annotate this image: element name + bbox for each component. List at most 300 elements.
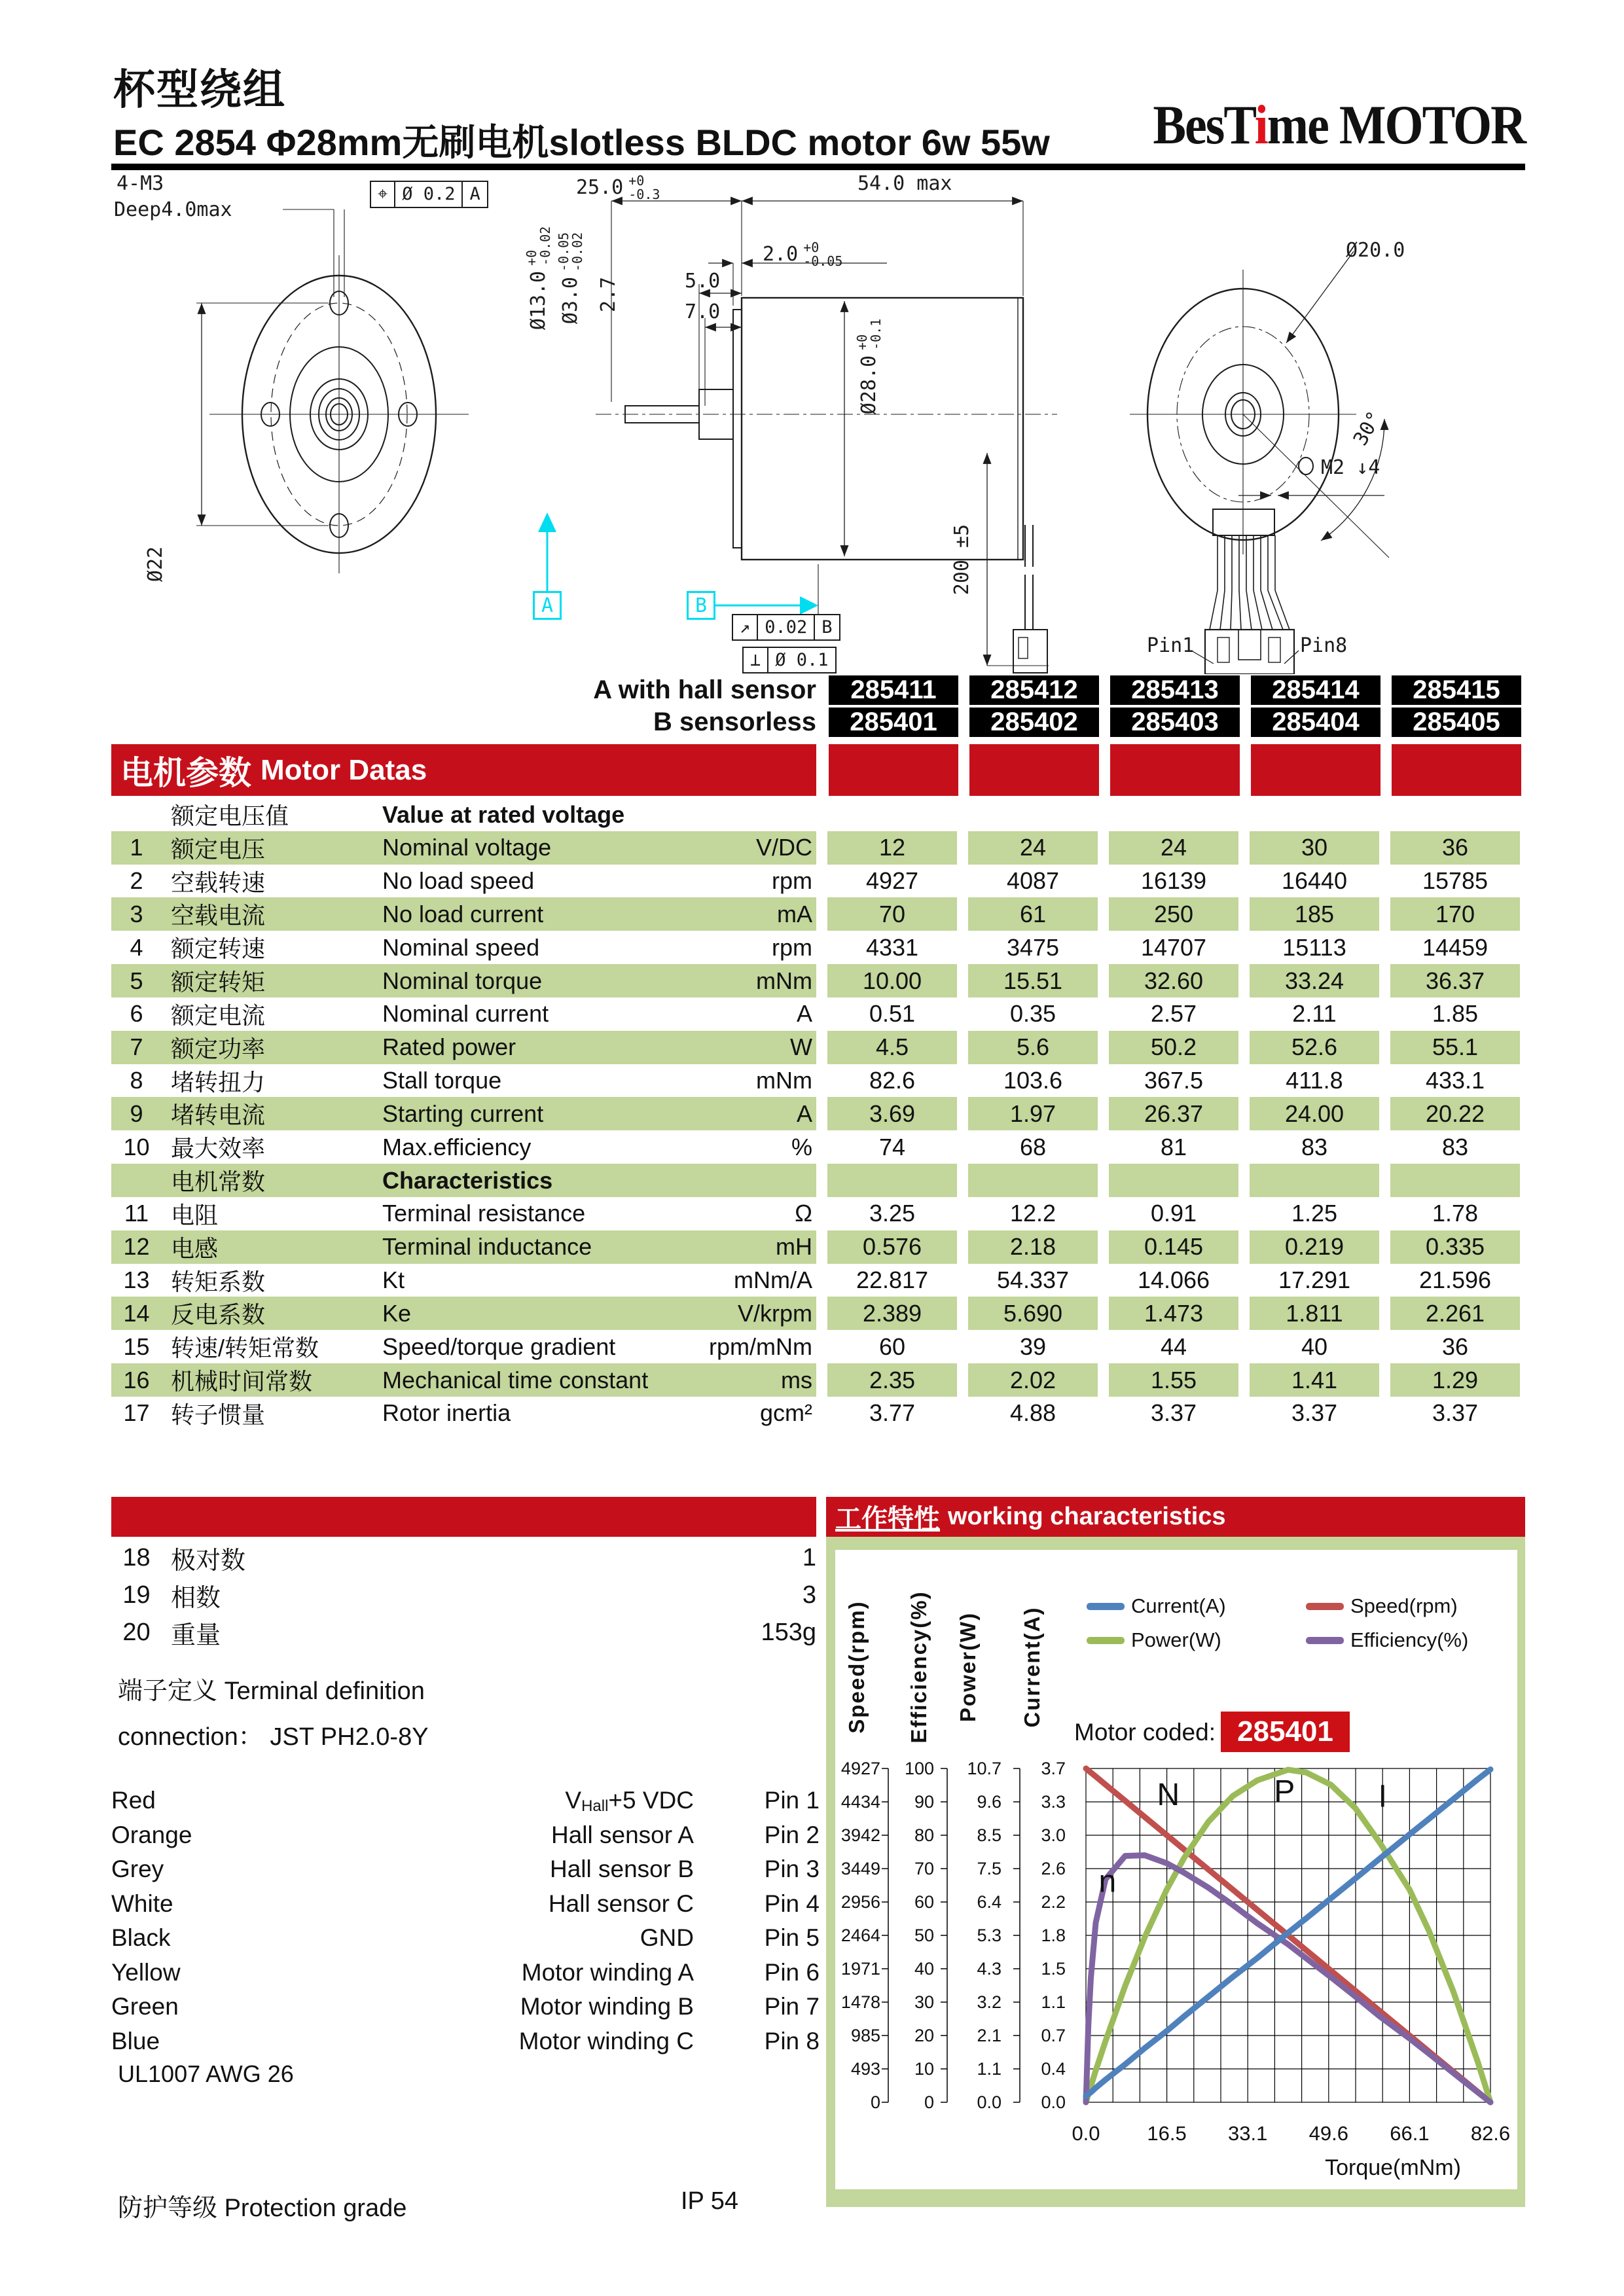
row-value: 1.25 xyxy=(1291,1200,1338,1227)
row-value xyxy=(1109,1164,1238,1197)
svg-text:2.1: 2.1 xyxy=(977,2026,1001,2045)
svg-text:66.1: 66.1 xyxy=(1390,2122,1430,2145)
legend-line-swatch xyxy=(1087,1637,1125,1644)
column-gap xyxy=(816,865,827,898)
dim-main: Ø13.0 xyxy=(527,270,550,331)
row-name-en: No load speed xyxy=(382,867,535,895)
svg-text:6.4: 6.4 xyxy=(977,1892,1001,1912)
column-gap xyxy=(1238,1230,1250,1264)
dimension-pin8: Pin8 xyxy=(1300,634,1348,657)
row-value: 3.37 xyxy=(1291,1399,1338,1427)
svg-text:3.7: 3.7 xyxy=(1041,1759,1066,1778)
svg-text:985: 985 xyxy=(850,2026,880,2045)
column-gap xyxy=(816,1297,827,1330)
column-gap xyxy=(1098,964,1109,997)
column-gap xyxy=(1379,1164,1390,1197)
row-number: 14 xyxy=(111,1297,162,1330)
column-gap xyxy=(957,897,968,931)
row-number: 13 xyxy=(123,1266,150,1294)
pin-function: Motor winding C xyxy=(518,2027,694,2054)
pin-function: Hall sensor C xyxy=(548,1890,694,1917)
row-number: 9 xyxy=(111,1097,162,1130)
row-value: 0.91 xyxy=(1150,1200,1197,1227)
pin-function: Hall sensor A xyxy=(551,1821,694,1848)
svg-text:4927: 4927 xyxy=(840,1759,880,1778)
row-name-cn: 相数 xyxy=(171,1585,221,1612)
row-name-cn: 堵转电流 xyxy=(162,1097,380,1130)
column-gap xyxy=(1098,1230,1109,1264)
column-gap xyxy=(816,897,827,931)
row-unit: mNm xyxy=(653,964,816,997)
column-gap xyxy=(816,1031,827,1064)
banner-column-cell xyxy=(829,744,958,796)
dimension-cable-length: 200 ±5 xyxy=(950,524,973,596)
row-value: 3 xyxy=(802,1581,816,1609)
column-gap xyxy=(1238,831,1250,865)
wire-spec-note: UL1007 AWG 26 xyxy=(118,2060,294,2087)
row-value: 33.24 xyxy=(1250,964,1379,997)
row-name-cn: 电机常数 xyxy=(162,1164,380,1197)
motor-datas-banner xyxy=(111,744,816,796)
column-gap xyxy=(957,1031,968,1064)
table-row xyxy=(111,1264,1520,1297)
working-banner-cn: 工作特性 xyxy=(835,1505,940,1534)
column-gap xyxy=(816,1197,827,1230)
row-value: 3.77 xyxy=(869,1399,916,1427)
perpendicularity-icon: ⊥ xyxy=(744,648,768,672)
column-gap xyxy=(1379,1363,1390,1397)
row-value: 433.1 xyxy=(1425,1067,1485,1094)
row-unit: Ω xyxy=(795,1200,812,1227)
row-unit: ms xyxy=(653,1363,816,1397)
model-number-cell: 285412 xyxy=(969,675,1099,705)
chart-axis-title-4: Current(A) xyxy=(1020,1606,1044,1728)
row-unit: A xyxy=(796,1000,812,1028)
svg-text:4.3: 4.3 xyxy=(977,1959,1001,1979)
pin-function: V Hall +5 VDC xyxy=(275,1784,694,1818)
row-value: 0.35 xyxy=(1009,1000,1056,1028)
row-value: 3475 xyxy=(1006,933,1060,961)
column-gap xyxy=(1098,1330,1109,1363)
svg-text:1.1: 1.1 xyxy=(977,2059,1001,2079)
subscript: Hall xyxy=(581,1797,609,1815)
row-unit: mNm/A xyxy=(734,1266,812,1294)
dimension-dim-7: 7.0 xyxy=(685,300,721,323)
row-name-en: Characteristics xyxy=(380,1164,653,1197)
dimension-thread-callout: 4-M3 xyxy=(117,172,164,195)
dimension-body-length: 54.0 max xyxy=(857,172,952,195)
row-value: 4.88 xyxy=(1009,1399,1056,1427)
column-gap xyxy=(1379,897,1390,931)
row-value: 1.29 xyxy=(1390,1363,1520,1397)
column-gap xyxy=(816,1164,827,1197)
column-gap xyxy=(957,798,968,831)
gdt-datum-ref: A xyxy=(469,184,480,204)
column-gap xyxy=(1238,1264,1250,1297)
banner-column-cell xyxy=(1251,744,1380,796)
row-number: 2 xyxy=(130,867,143,895)
dimension-thread-depth: Deep4.0max xyxy=(114,198,232,221)
row-value: 2.57 xyxy=(1150,1000,1197,1028)
svg-text:0.4: 0.4 xyxy=(1041,2059,1066,2079)
banner-column-cell xyxy=(969,744,1099,796)
row-number xyxy=(111,1164,162,1197)
column-gap xyxy=(1238,964,1250,997)
banner-column-cell xyxy=(1110,744,1240,796)
pin-number: Pin 3 xyxy=(764,1856,820,1883)
motor-data-table xyxy=(111,798,1520,1430)
column-gap xyxy=(1238,997,1250,1031)
runout-icon: ↗ xyxy=(733,615,758,639)
wire-color: Orange xyxy=(111,1821,192,1848)
motor-coded-value: 285401 xyxy=(1221,1712,1350,1752)
table-row xyxy=(111,831,1520,865)
legend-label: Power(W) xyxy=(1131,1628,1221,1651)
wire-color: Black xyxy=(111,1924,171,1952)
dimension-shaft-length xyxy=(576,174,660,202)
row-name-cn: 电阻 xyxy=(171,1201,219,1229)
row-name-en: Value at rated voltage xyxy=(382,800,625,828)
row-unit: % xyxy=(791,1133,812,1160)
column-gap xyxy=(1379,1330,1390,1363)
column-gap xyxy=(1379,798,1390,831)
row-value: 2.18 xyxy=(968,1230,1098,1264)
row-value: 61 xyxy=(968,897,1098,931)
pin-number: Pin 8 xyxy=(764,2027,820,2054)
protection-label-cn: 防护等级 xyxy=(118,2195,218,2222)
row-value: 50.2 xyxy=(1109,1031,1238,1064)
row-value: 3.37 xyxy=(1150,1399,1197,1427)
gdt-tolerance: Ø 0.2 xyxy=(395,182,463,207)
table-row xyxy=(111,1330,1520,1363)
row-value xyxy=(968,798,1098,831)
row-unit: A xyxy=(653,1097,816,1130)
legend-line-swatch xyxy=(1306,1603,1344,1610)
row-value xyxy=(827,1164,957,1197)
row-number: 20 xyxy=(122,1619,151,1646)
dimension-body-diameter xyxy=(856,319,883,414)
row-value: 2.35 xyxy=(827,1363,957,1397)
pin-number: Pin 6 xyxy=(764,1958,820,1986)
row-number: 10 xyxy=(123,1133,150,1160)
column-gap xyxy=(1379,1031,1390,1064)
row-value: 55.1 xyxy=(1390,1031,1520,1064)
banner-column-cell xyxy=(1392,744,1521,796)
row-name-cn: 极对数 xyxy=(171,1547,246,1575)
row-name-en: Nominal voltage xyxy=(380,831,653,865)
row-value: 1.85 xyxy=(1432,1000,1479,1028)
svg-text:2.6: 2.6 xyxy=(1041,1859,1066,1878)
column-gap xyxy=(1098,897,1109,931)
row-value: 2.261 xyxy=(1390,1297,1520,1330)
column-gap xyxy=(816,1230,827,1264)
legend-label: Speed(rpm) xyxy=(1350,1594,1458,1617)
column-gap xyxy=(816,1064,827,1098)
row-value: 74 xyxy=(878,1133,906,1160)
row-name-en: Kt xyxy=(382,1266,405,1294)
legend-entry xyxy=(1087,1594,1306,1618)
table-row xyxy=(111,997,1520,1031)
row-name-en: Terminal inductance xyxy=(380,1230,653,1264)
row-value: 0.219 xyxy=(1250,1230,1379,1264)
column-gap xyxy=(1098,997,1109,1031)
wire-color: Green xyxy=(111,1993,179,2020)
row-name-cn: 反电系数 xyxy=(162,1297,380,1330)
dim-main: 25.0 xyxy=(576,176,624,199)
dimension-pin1: Pin1 xyxy=(1147,634,1195,657)
row-value: 250 xyxy=(1109,897,1238,931)
gdt-tolerance: 0.02 xyxy=(758,615,815,639)
row-value: 20.22 xyxy=(1390,1097,1520,1130)
svg-text:1.1: 1.1 xyxy=(1041,1992,1066,2012)
column-gap xyxy=(1379,1197,1390,1230)
column-gap xyxy=(957,931,968,964)
row-name-en: Terminal resistance xyxy=(382,1200,586,1227)
banner-title-en: Motor Datas xyxy=(261,753,427,786)
row-number: 12 xyxy=(111,1230,162,1264)
column-gap xyxy=(1379,1130,1390,1164)
row-name-cn: 转子惯量 xyxy=(171,1401,266,1428)
model-number-cell: 285401 xyxy=(829,708,958,737)
chart-axis-title-1: Speed(rpm) xyxy=(844,1600,869,1734)
row-value: 32.60 xyxy=(1109,964,1238,997)
svg-text:49.6: 49.6 xyxy=(1308,2122,1348,2145)
row-unit: rpm xyxy=(772,933,812,961)
dimension-rear-thread: M2 ↓4 xyxy=(1321,456,1380,479)
extra-row xyxy=(111,1577,816,1614)
column-gap xyxy=(957,1130,968,1164)
row-value: 0.51 xyxy=(869,1000,916,1028)
terminal-definition-title xyxy=(118,1670,425,1706)
dim-main: Ø3.0 xyxy=(559,276,582,325)
column-gap xyxy=(1098,1197,1109,1230)
column-gap xyxy=(816,798,827,831)
row-value: 83 xyxy=(1441,1133,1469,1160)
column-gap xyxy=(1238,1197,1250,1230)
row-value: 82.6 xyxy=(869,1067,916,1094)
svg-text:1971: 1971 xyxy=(840,1959,880,1979)
curve-label-N: N xyxy=(1157,1778,1180,1813)
row-name-cn: 重量 xyxy=(171,1622,221,1649)
column-gap xyxy=(1379,865,1390,898)
row-unit: V/DC xyxy=(653,831,816,865)
column-gap xyxy=(1238,1363,1250,1397)
svg-text:10: 10 xyxy=(914,2059,934,2079)
column-gap xyxy=(1238,1330,1250,1363)
row-name-cn: 空载电流 xyxy=(162,897,380,931)
svg-text:0.0: 0.0 xyxy=(1072,2122,1100,2145)
row-value: 52.6 xyxy=(1250,1031,1379,1064)
dim-tolerance: +0 -0.05 xyxy=(803,240,843,269)
row-unit: mH xyxy=(653,1230,816,1264)
wire-color: Yellow xyxy=(111,1958,181,1986)
pin-row xyxy=(111,1887,820,1922)
row-unit: W xyxy=(653,1031,816,1064)
column-gap xyxy=(957,1197,968,1230)
column-gap xyxy=(1098,1264,1109,1297)
row-value: 4087 xyxy=(1006,867,1060,895)
dimension-shaft-diameter xyxy=(557,232,585,324)
legend-entry xyxy=(1306,1628,1468,1652)
row-name-cn: 最大效率 xyxy=(171,1135,266,1162)
row-name-en: Ke xyxy=(380,1297,653,1330)
column-gap xyxy=(1379,1297,1390,1330)
svg-text:1.5: 1.5 xyxy=(1041,1959,1066,1979)
row-value: 3.37 xyxy=(1432,1399,1479,1427)
column-gap xyxy=(957,1397,968,1430)
row-name-en: Speed/torque gradient xyxy=(382,1333,616,1360)
row-name-en: Nominal torque xyxy=(380,964,653,997)
model-number-cell: 285413 xyxy=(1110,675,1240,705)
column-gap xyxy=(816,831,827,865)
svg-text:3.2: 3.2 xyxy=(977,1992,1001,2012)
row-name-cn: 转速/转矩常数 xyxy=(171,1335,319,1362)
svg-text:60: 60 xyxy=(914,1892,934,1912)
gdt-frame-position xyxy=(370,181,488,208)
gdt-datum-ref: B xyxy=(821,617,833,637)
row-value: 367.5 xyxy=(1144,1067,1204,1094)
column-gap xyxy=(1238,1297,1250,1330)
table-row xyxy=(111,1064,1520,1098)
protection-grade-value: IP 54 xyxy=(681,2187,739,2215)
dim-tolerance: -0.05 -0.02 xyxy=(556,232,585,272)
pin-function: GND xyxy=(640,1924,694,1952)
pin-row xyxy=(111,1852,820,1887)
column-gap xyxy=(1379,1230,1390,1264)
legend-label: Current(A) xyxy=(1131,1594,1226,1617)
gdt-frame-perpendicularity xyxy=(742,647,837,673)
row-value: 16139 xyxy=(1140,867,1207,895)
working-characteristics-banner xyxy=(826,1497,1525,1537)
protection-label-en: Protection grade xyxy=(224,2195,407,2222)
row-value: 40 xyxy=(1301,1333,1328,1360)
row-number: 5 xyxy=(111,964,162,997)
column-gap xyxy=(1098,798,1109,831)
column-gap xyxy=(1238,931,1250,964)
row-unit: mA xyxy=(653,897,816,931)
row-value: 1.97 xyxy=(968,1097,1098,1130)
column-gap xyxy=(816,1264,827,1297)
row-value: 15785 xyxy=(1422,867,1489,895)
row-unit xyxy=(653,798,816,831)
row-value xyxy=(968,1164,1098,1197)
legend-entry xyxy=(1306,1594,1468,1618)
svg-text:0.7: 0.7 xyxy=(1041,2026,1066,2045)
row-number: 8 xyxy=(130,1067,143,1094)
row-name-cn: 电感 xyxy=(162,1230,380,1264)
column-gap xyxy=(1238,1031,1250,1064)
row-name-cn: 额定电压 xyxy=(162,831,380,865)
svg-text:3.0: 3.0 xyxy=(1041,1825,1066,1845)
pin-number: Pin 1 xyxy=(764,1787,820,1814)
pin-row xyxy=(111,1956,820,1990)
svg-text:1478: 1478 xyxy=(840,1992,880,2012)
column-gap xyxy=(957,1363,968,1397)
column-gap xyxy=(1098,1064,1109,1098)
model-number-cell: 285405 xyxy=(1392,708,1521,737)
svg-text:2464: 2464 xyxy=(840,1926,880,1945)
wire-color: White xyxy=(111,1890,173,1917)
column-gap xyxy=(1238,1164,1250,1197)
pin-row xyxy=(111,1990,820,2024)
pin-assignment-table xyxy=(111,1784,820,2058)
svg-text:2956: 2956 xyxy=(840,1892,880,1912)
dimension-rear-diameter: Ø20.0 xyxy=(1346,239,1405,262)
row-value: 4.5 xyxy=(827,1031,957,1064)
terminal-title-en: Terminal definition xyxy=(224,1677,425,1705)
row-value: 15113 xyxy=(1282,933,1346,961)
row-name-cn: 额定电流 xyxy=(171,1001,266,1029)
protection-grade-label xyxy=(118,2187,406,2223)
working-characteristics-chart xyxy=(835,1550,1517,2189)
dimension-pilot-diameter xyxy=(525,226,552,331)
column-gap xyxy=(816,1130,827,1164)
svg-text:33.1: 33.1 xyxy=(1228,2122,1268,2145)
row-value: 14459 xyxy=(1422,933,1489,961)
header-divider xyxy=(111,164,1525,170)
svg-text:0: 0 xyxy=(870,2092,880,2112)
svg-text:9.6: 9.6 xyxy=(977,1792,1001,1812)
row-value: 14.066 xyxy=(1137,1266,1210,1294)
column-gap xyxy=(957,1297,968,1330)
chart-legend xyxy=(1087,1594,1468,1652)
dimension-angle: 30° xyxy=(1348,407,1387,450)
column-gap xyxy=(1238,1130,1250,1164)
table-row xyxy=(111,931,1520,964)
column-gap xyxy=(1098,1297,1109,1330)
model-number-cell: 285411 xyxy=(829,675,958,705)
row-value: 153g xyxy=(761,1619,816,1646)
dimension-pilot-width xyxy=(763,241,842,268)
column-gap xyxy=(816,964,827,997)
model-row-a xyxy=(829,675,1521,705)
row-value: 54.337 xyxy=(996,1266,1070,1294)
wire-color: Blue xyxy=(111,2027,160,2054)
row-value xyxy=(827,798,957,831)
row-name-cn: 空载转速 xyxy=(171,869,266,896)
column-gap xyxy=(1098,1031,1109,1064)
connection-value: JST PH2.0-8Y xyxy=(270,1723,429,1751)
row-value: 3.69 xyxy=(827,1097,957,1130)
column-gap xyxy=(816,997,827,1031)
row-number: 3 xyxy=(111,897,162,931)
column-gap xyxy=(1098,1363,1109,1397)
row-value: 1.811 xyxy=(1250,1297,1379,1330)
datum-b-label: B xyxy=(687,591,715,620)
row-value: 21.596 xyxy=(1418,1266,1492,1294)
pin-number: Pin 7 xyxy=(764,1993,820,2020)
row-value: 1.473 xyxy=(1109,1297,1238,1330)
dimension-dim-2-7: 2.7 xyxy=(597,276,620,313)
column-gap xyxy=(1379,997,1390,1031)
dim-tolerance: +0 -0.3 xyxy=(628,173,660,202)
row-number: 15 xyxy=(123,1333,150,1360)
row-value: 81 xyxy=(1160,1133,1187,1160)
table-row xyxy=(111,1097,1520,1130)
extra-row xyxy=(111,1539,816,1577)
column-gap xyxy=(816,1397,827,1430)
column-gap xyxy=(1379,964,1390,997)
connection-label: connection： xyxy=(118,1723,263,1751)
column-gap xyxy=(957,1230,968,1264)
row-value: 411.8 xyxy=(1286,1067,1343,1094)
svg-text:3449: 3449 xyxy=(840,1859,880,1878)
row-name-en: Rated power xyxy=(380,1031,653,1064)
row-name-en: Rotor inertia xyxy=(382,1399,511,1427)
column-gap xyxy=(816,1097,827,1130)
row-value xyxy=(1109,798,1238,831)
svg-text:0.0: 0.0 xyxy=(977,2092,1001,2112)
